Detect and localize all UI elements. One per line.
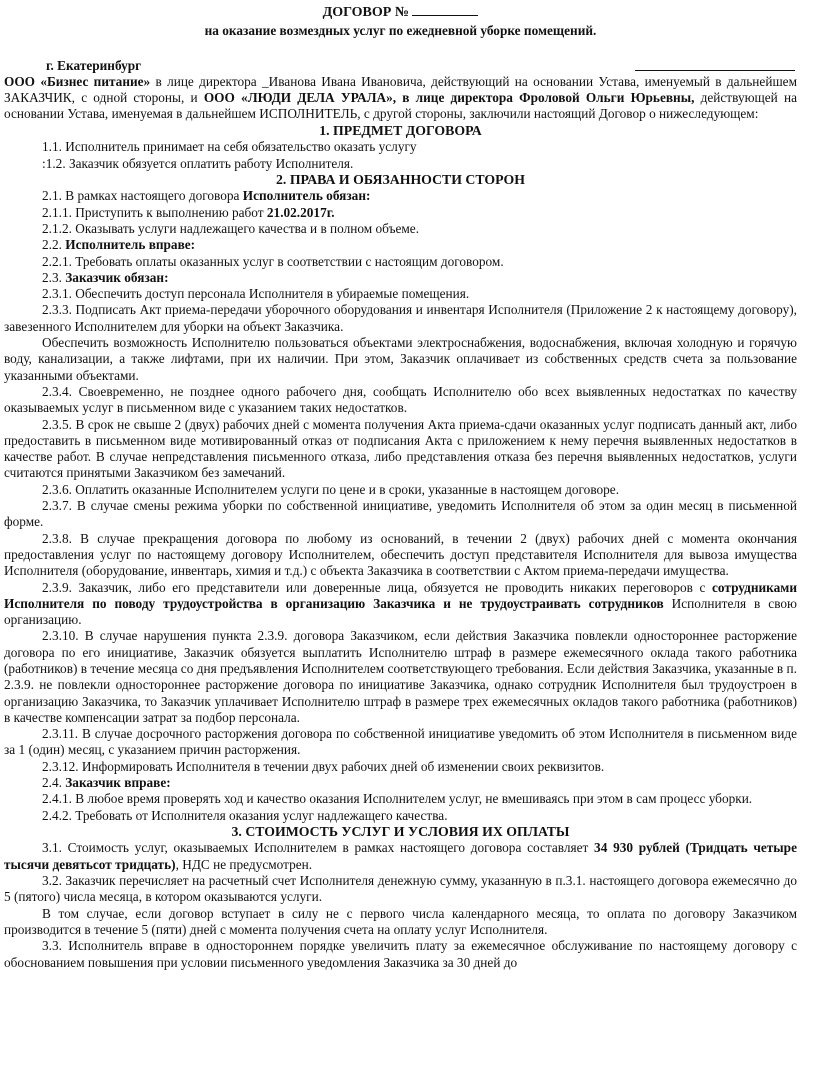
preamble [4,74,797,123]
clause-2-3-9-end: Исполнителя в свою организацию. [4,595,797,628]
preamble-part-2: действующей на основании Устава, именуемая в дальнейшем ИСПОЛНИТЕЛЬ, с другой стороны, заключили настоящий Договор о нижеследующем: [4,90,798,122]
city: г. Екатеринбург [46,57,142,73]
clause-2-2-bold: Исполнитель вправе: [65,237,196,253]
clause-2-3-7: 2.3.7. В случае смены режима уборки по собственной инициативе, уведомить Исполнителя об этом за один месяц в письменной форме. [4,498,797,530]
clause-2-1-1-text: 2.1.1. Приступить к выполнению работ [42,204,267,220]
clause-2-1-1 [4,205,797,221]
clause-2-3-9 [4,580,797,629]
clause-2-3-8: 2.3.8. В случае прекращения договора по любому из оснований, в течении 2 (двух) рабочих дней с момента окончания предоставления услуг по настоящему договору Исполнителем, обеспечить доступ представителя Исполнителя для вывоза имущества Исполнителя (оборудование, инвентарь, химия и т.д.) с объекта Заказчика в соответствии с Актом приема-передачи имущества. [4,530,797,579]
clause-3-3: 3.3. Исполнитель вправе в одностороннем порядке увеличить плату за ежемесячное обслуживание по настоящему договору с обоснованием повышения при условии письменного уведомления Заказчика за 30 дней до [4,938,797,970]
clause-2-3-9-bold: сотрудниками Исполнителя по поводу трудоустройства в организацию Заказчика и не трудоустраивать сотрудников [4,579,797,611]
preamble-part-1: в лице директора _Иванова Ивана Ивановича, действующий на основании Устава, именуемый в дальнейшем ЗАКАЗЧИК, с одной стороны, и [4,73,797,106]
clause-2-3-9-text: 2.3.9. Заказчик, либо его представители или доверенные лица, обязуется не проводить никаких переговоров с [42,579,713,595]
start-date: 21.02.2017г. [266,204,335,220]
clause-2-4-text: 2.4. [42,775,66,791]
clause-2-3 [4,270,797,286]
clause-2-1 [4,188,797,204]
clause-3-2: 3.2. Заказчик перечисляет на расчетный счет Исполнителя денежную сумму, указанную в п.3.1. настоящего договора ежемесячно до 5 (пятого) числа месяца, в котором оказываются услуги. [4,873,797,905]
clause-2-3-10: 2.3.10. В случае нарушения пункта 2.3.9. договора Заказчиком, если действия Заказчика повлекли одностороннее расторжение договора по его инициативе, Заказчик обязуется выплатить Исполнителю штраф в размере ежемесячного оклада такого работника (работников) в течение месяца со дня предъявления Исполнителем соответствующего требования. Если действия Заказчика, указанные в п. 2.3.9. не повлекли одностороннее расторжение договора по инициативе Заказчика, однако сотрудник Исполнителя был трудоустроен в организацию Заказчика, то Заказчик уплачивает Исполнителю штраф в размере трех ежемесячных окладов такого работника (работников) в качестве компенсации затрат за подбор персонала. [4,628,797,725]
clause-2-3-1: 2.3.1. Обеспечить доступ персонала Исполнителя в убираемые помещения. [42,286,470,302]
contract-number-blank [412,2,478,16]
clause-1-1: 1.1. Исполнитель принимает на себя обязательство оказать услугу [42,139,417,155]
clause-2-3-5: 2.3.5. В срок не свыше 2 (двух) рабочих дней с момента получения Акта приема-сдачи оказанных услуг подписать данный акт, либо предоставить в письменном виде мотивированный отказ от подписания Акта с приложением к нему перечня выявленных недостатков в качестве работ. В случае непредставления письменного отказа, либо представления отказа без перечня выявленных недостатков, услуги считаются принятыми Заказчиком без замечаний. [4,416,797,481]
clause-3-1-text: 3.1. Стоимость услуг, оказываемых Исполнителем в рамках настоящего договора составляет [42,840,595,856]
date-blank [635,58,795,71]
contract-title [4,2,797,21]
service-price: 34 930 рублей (Тридцать четыре тысячи девятьсот тридцать) [4,840,797,872]
clause-2-1-bold: Исполнитель обязан: [242,188,371,204]
city-date-line [4,58,797,74]
clause-2-2-1: 2.2.1. Требовать оплаты оказанных услуг в соответствии с настоящим договором. [42,253,504,269]
clause-2-3-6: 2.3.6. Оплатить оказанные Исполнителем услуги по цене и в сроки, указанные в настоящем договоре. [42,481,620,497]
contract-subtitle: на оказание возмездных услуг по ежедневной уборке помещений. [204,23,597,39]
contract-title-text: ДОГОВОР № [322,5,409,20]
section-1-heading: 1. ПРЕДМЕТ ДОГОВОРА [319,122,482,138]
contractor-org: ООО «ЛЮДИ ДЕЛА УРАЛА», в лице директора Фроловой Ольги Юрьевны, [203,90,695,106]
clause-utilities: Обеспечить возможность Исполнителю пользоваться объектами электроснабжения, водоснабжения, включая холодную и горячую воду, канализации, а также лифтами, при их наличии. При этом, Заказчик оплачивает из собственных средств счета за пользование указанными объектами. [4,335,797,383]
clause-3-1 [4,840,797,873]
clause-2-2 [4,237,797,253]
section-3-heading: 3. СТОИМОСТЬ УСЛУГ И УСЛОВИЯ ИХ ОПЛАТЫ [231,823,570,839]
clause-2-2-text: 2.2. [42,237,66,253]
clause-2-3-bold: Заказчик обязан: [65,269,169,285]
clause-2-3-text: 2.3. [42,269,66,285]
clause-2-4-1: 2.4.1. В любое время проверять ход и качество оказания Исполнителем услуг, не вмешиваясь при этом в сам процесс уборки. [42,791,753,807]
clause-2-3-12: 2.3.12. Информировать Исполнителя в течении двух рабочих дней об изменении своих реквизитов. [42,758,605,774]
clause-2-4 [4,775,797,791]
section-2-heading: 2. ПРАВА И ОБЯЗАННОСТИ СТОРОН [276,171,525,187]
clause-3-1-end: , НДС не предусмотрен. [175,856,313,872]
clause-2-1-2: 2.1.2. Оказывать услуги надлежащего качества и в полном объеме. [42,220,420,236]
clause-2-4-bold: Заказчик вправе: [65,775,171,791]
clause-2-3-11: 2.3.11. В случае досрочного расторжения договора по собственной инициативе уведомить об этом Исполнителя в письменном виде за 1 (один) месяц, с указанием причин расторжения. [4,726,797,758]
clause-2-3-4: 2.3.4. Своевременно, не позднее одного рабочего дня, сообщать Исполнителю обо всех выявленных недостатках по качеству оказываемых услуг в письменном виде с указанием таких недостатков. [4,383,797,416]
clause-1-2: :1.2. Заказчик обязуется оплатить работу Исполнителя. [42,155,354,171]
clause-2-3-3: 2.3.3. Подписать Акт приема-передачи уборочного оборудования и инвентаря Исполнителя (Приложение 2 к настоящему договору), завезенного Исполнителем для уборки на объект Заказчика. [4,302,797,334]
customer-org: ООО «Бизнес питание» [4,73,151,89]
clause-payment-start: В том случае, если договор вступает в силу не с первого числа календарного месяца, то оплата по договору Заказчиком производится в течение 5 (пяти) дней с момента получения счета на оплату услуг Исполнителя. [4,905,797,937]
clause-2-1-text: 2.1. В рамках настоящего договора [42,188,243,204]
clause-2-4-2: 2.4.2. Требовать от Исполнителя оказания услуг надлежащего качества. [42,807,448,823]
